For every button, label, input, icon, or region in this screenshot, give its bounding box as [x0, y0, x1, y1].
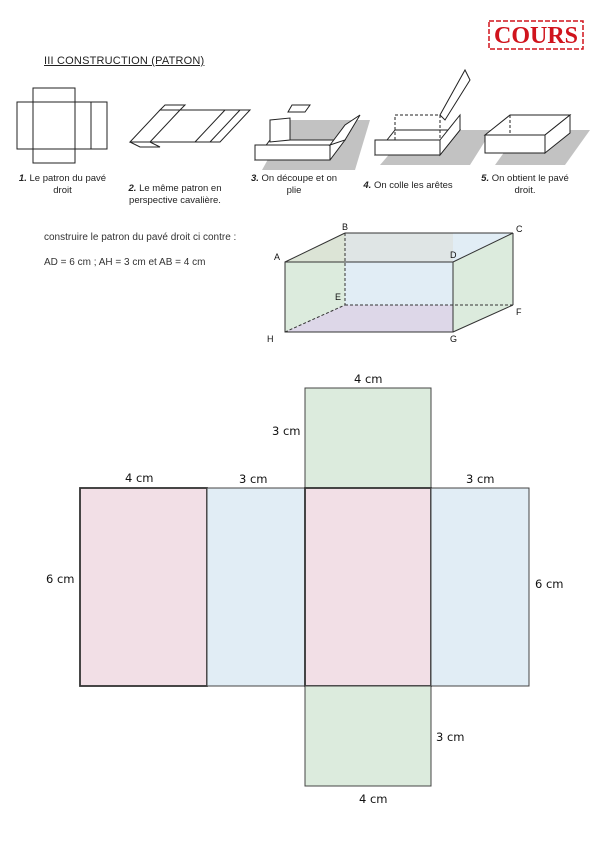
vertex-h: H — [267, 334, 274, 344]
step-1-caption: 1. Le patron du pavé droit — [18, 173, 107, 196]
flat-net-drawing — [17, 88, 107, 163]
vertex-d: D — [450, 250, 457, 260]
second-width-label: 3 cm — [239, 472, 268, 486]
vertex-g: G — [450, 334, 458, 344]
step-number: 4. — [363, 180, 372, 191]
instruction-line-1: construire le patron du pavé droit ci contre : — [44, 232, 237, 243]
stamp-text: COURS — [493, 23, 579, 49]
step-4-caption: 4. On colle les arêtes — [363, 180, 453, 191]
left-height-label: 6 cm — [46, 572, 75, 586]
construction-steps-illustration — [0, 60, 600, 180]
step-5-caption: 5. On obtient le pavé droit. — [481, 173, 569, 196]
vertex-f: F — [516, 307, 522, 317]
folding-drawing — [255, 105, 370, 170]
vertex-e: E — [335, 292, 342, 302]
step-number: 3. — [250, 173, 259, 184]
final-box-drawing — [485, 115, 590, 165]
bottom-height-label: 3 cm — [436, 730, 465, 744]
net-face-bottom — [305, 686, 431, 786]
right-height-label: 6 cm — [535, 577, 564, 591]
net-face-left — [80, 488, 207, 686]
step-3-caption: 3. On découpe et on plie — [250, 173, 338, 196]
net-face-right — [431, 488, 529, 686]
gluing-drawing — [375, 70, 492, 165]
step-number: 1. — [18, 173, 27, 184]
right-width-label: 3 cm — [466, 472, 495, 486]
top-height-label: 3 cm — [272, 424, 301, 438]
net-face-second — [207, 488, 305, 686]
vertex-c: C — [516, 224, 523, 234]
step-number: 5. — [481, 173, 490, 184]
bottom-width-label: 4 cm — [359, 792, 388, 806]
vertex-a: A — [274, 252, 281, 262]
section-title: III CONSTRUCTION (PATRON) — [44, 55, 205, 67]
perspective-net-drawing — [130, 105, 250, 147]
step-2-caption: 2. Le même patron en perspective cavalière. — [128, 183, 222, 206]
vertex-b: B — [342, 222, 349, 232]
face-front-top — [285, 233, 453, 262]
step-number: 2. — [128, 183, 137, 194]
cuboid-drawing — [260, 220, 540, 350]
net-face-top — [305, 388, 431, 488]
net-face-center — [305, 488, 431, 686]
top-width-label: 4 cm — [354, 372, 383, 386]
cours-stamp — [488, 20, 584, 50]
left-width-label: 4 cm — [125, 471, 154, 485]
instruction-line-2: AD = 6 cm ; AH = 3 cm et AB = 4 cm — [44, 257, 206, 268]
